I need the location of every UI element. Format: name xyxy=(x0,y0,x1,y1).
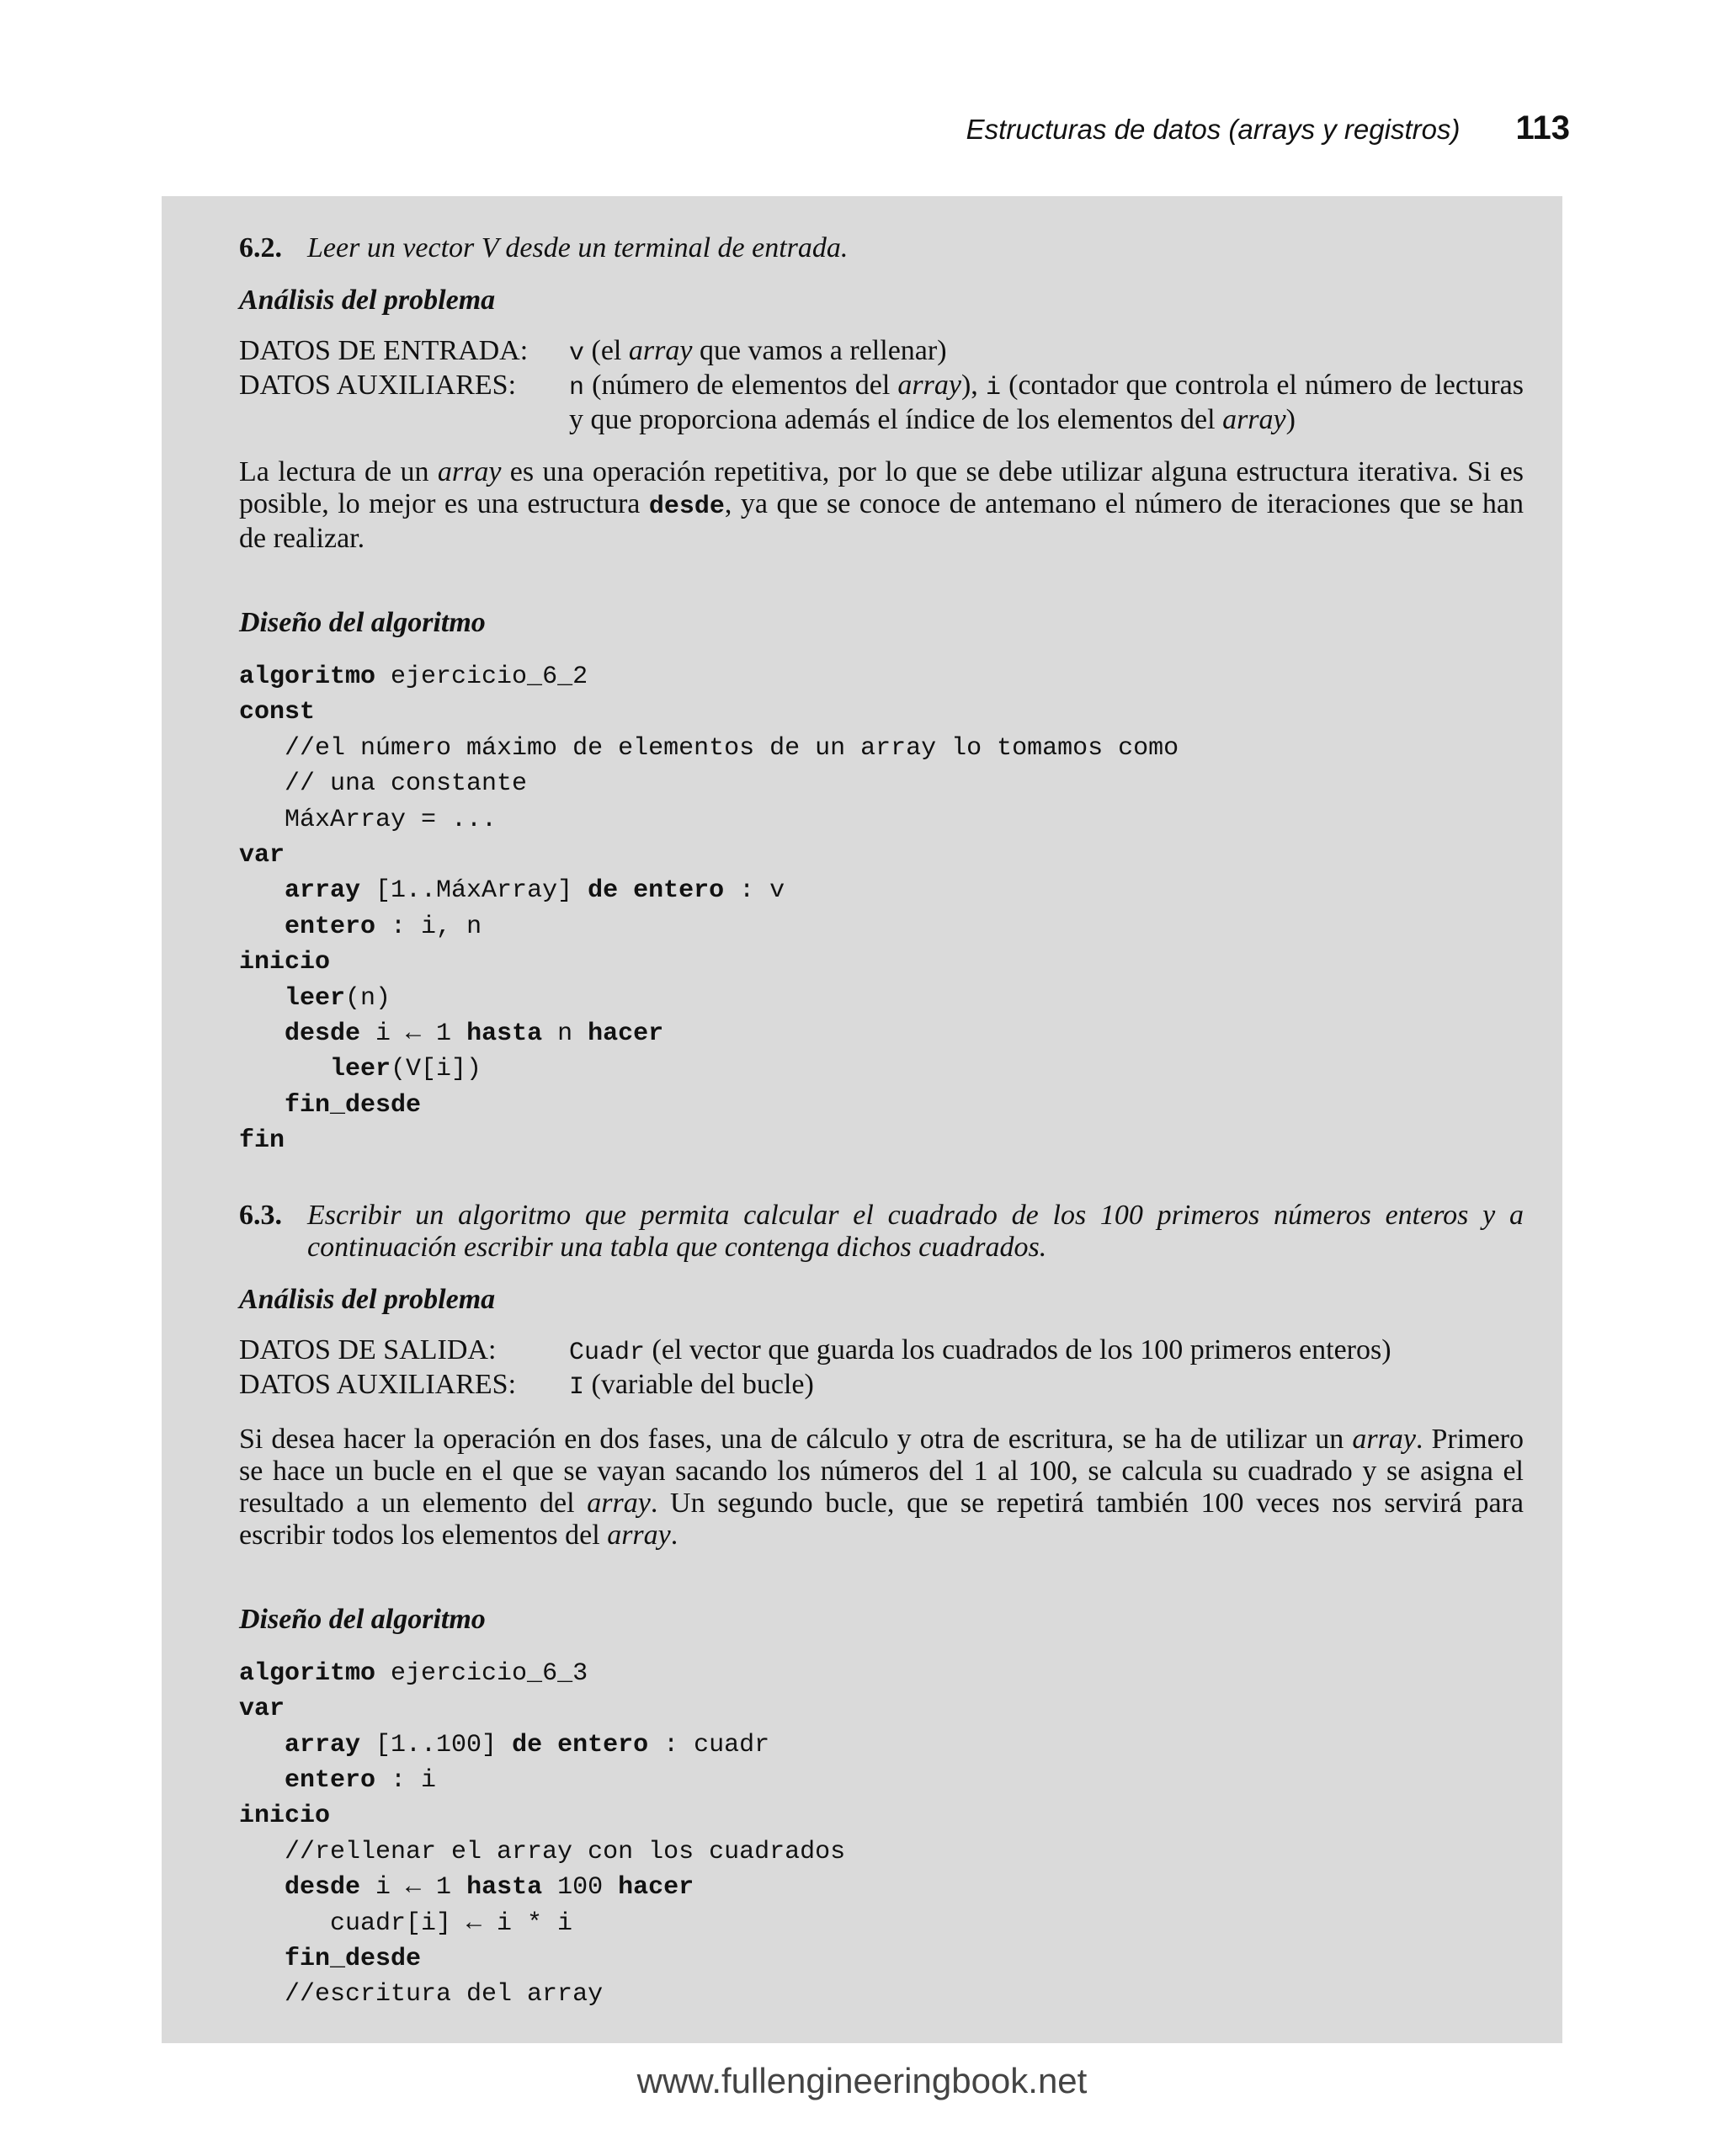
data-table xyxy=(239,1334,1391,1403)
design-heading: Diseño del algoritmo xyxy=(239,607,486,638)
data-label: DATOS AUXILIARES: xyxy=(239,370,517,401)
code-block-6-3: algoritmo ejercicio_6_3 var array [1..100] de entero : cuadr entero : i inicio //rellenar el array con los cuadrados desde i ← 1 hasta 100 hacer cuadr[i] ← i * i fin_desde //escritura del array xyxy=(239,1658,846,2010)
explanation-paragraph: Si desea hacer la operación en dos fases, una de cálculo y otra de escritura, se ha de utilizar un array. Primero se hace un bucle en el que se vayan sacando los números del 1 al 100, se calcula su cuadrado y se asigna el resultado a un elemento del array. Un segundo bucle, que se repetirá también 100 veces nos servirá para escribir todos los elementos del array. xyxy=(239,1423,1524,1551)
exercise-statement: Escribir un algoritmo que permita calcular el cuadrado de los 100 primeros números enteros y a continuación escribir una tabla que contenga dichos cuadrados. xyxy=(307,1199,1524,1263)
exercise-6-3-statement xyxy=(239,1200,1524,1264)
exercise-statement: Leer un vector V desde un terminal de entrada. xyxy=(307,232,849,264)
footer-url: www.fullengineeringbook.net xyxy=(636,2061,1088,2100)
data-label: DATOS DE ENTRADA: xyxy=(239,335,529,366)
data-description: I (variable del bucle) xyxy=(569,1368,814,1402)
analysis-heading: Análisis del problema xyxy=(239,1283,496,1315)
page-number: 113 xyxy=(1515,109,1570,146)
analysis-heading: Análisis del problema xyxy=(239,285,496,316)
exercise-number: 6.2. xyxy=(239,232,282,264)
content-body xyxy=(239,196,1524,2013)
data-description: v (el array que vamos a rellenar) xyxy=(569,335,947,368)
data-description: n (número de elementos del array), i (contador que controla el número de lecturas y que proporciona además el índice de los elementos del array) xyxy=(569,370,1524,435)
running-head xyxy=(966,108,1570,150)
design-heading: Diseño del algoritmo xyxy=(239,1603,486,1635)
code-block-6-2: algoritmo ejercicio_6_2 const //el número máximo de elementos de un array lo tomamos como // una constante MáxArray = ... var array [1..MáxArray] de entero : v entero : i, n inicio leer(n) desde i ← 1 hasta n hacer leer(V[i]) fin_desde fin xyxy=(239,663,1179,1156)
data-label: DATOS AUXILIARES: xyxy=(239,1368,517,1400)
data-table xyxy=(239,335,1524,436)
content-panel xyxy=(162,196,1562,2043)
running-head-title: Estructuras de datos (arrays y registros) xyxy=(966,114,1461,145)
exercise-6-2-statement xyxy=(239,232,1524,264)
explanation-paragraph: La lectura de un array es una operación repetitiva, por lo que se debe utilizar alguna estructura iterativa. Si es posible, lo mejor es una estructura desde, ya que se conoce de antemano el número de iteraciones que se han de realizar. xyxy=(239,456,1524,554)
data-label: DATOS DE SALIDA: xyxy=(239,1334,497,1365)
data-description: Cuadr (el vector que guarda los cuadrados de los 100 primeros enteros) xyxy=(569,1334,1391,1367)
exercise-number: 6.3. xyxy=(239,1199,282,1231)
